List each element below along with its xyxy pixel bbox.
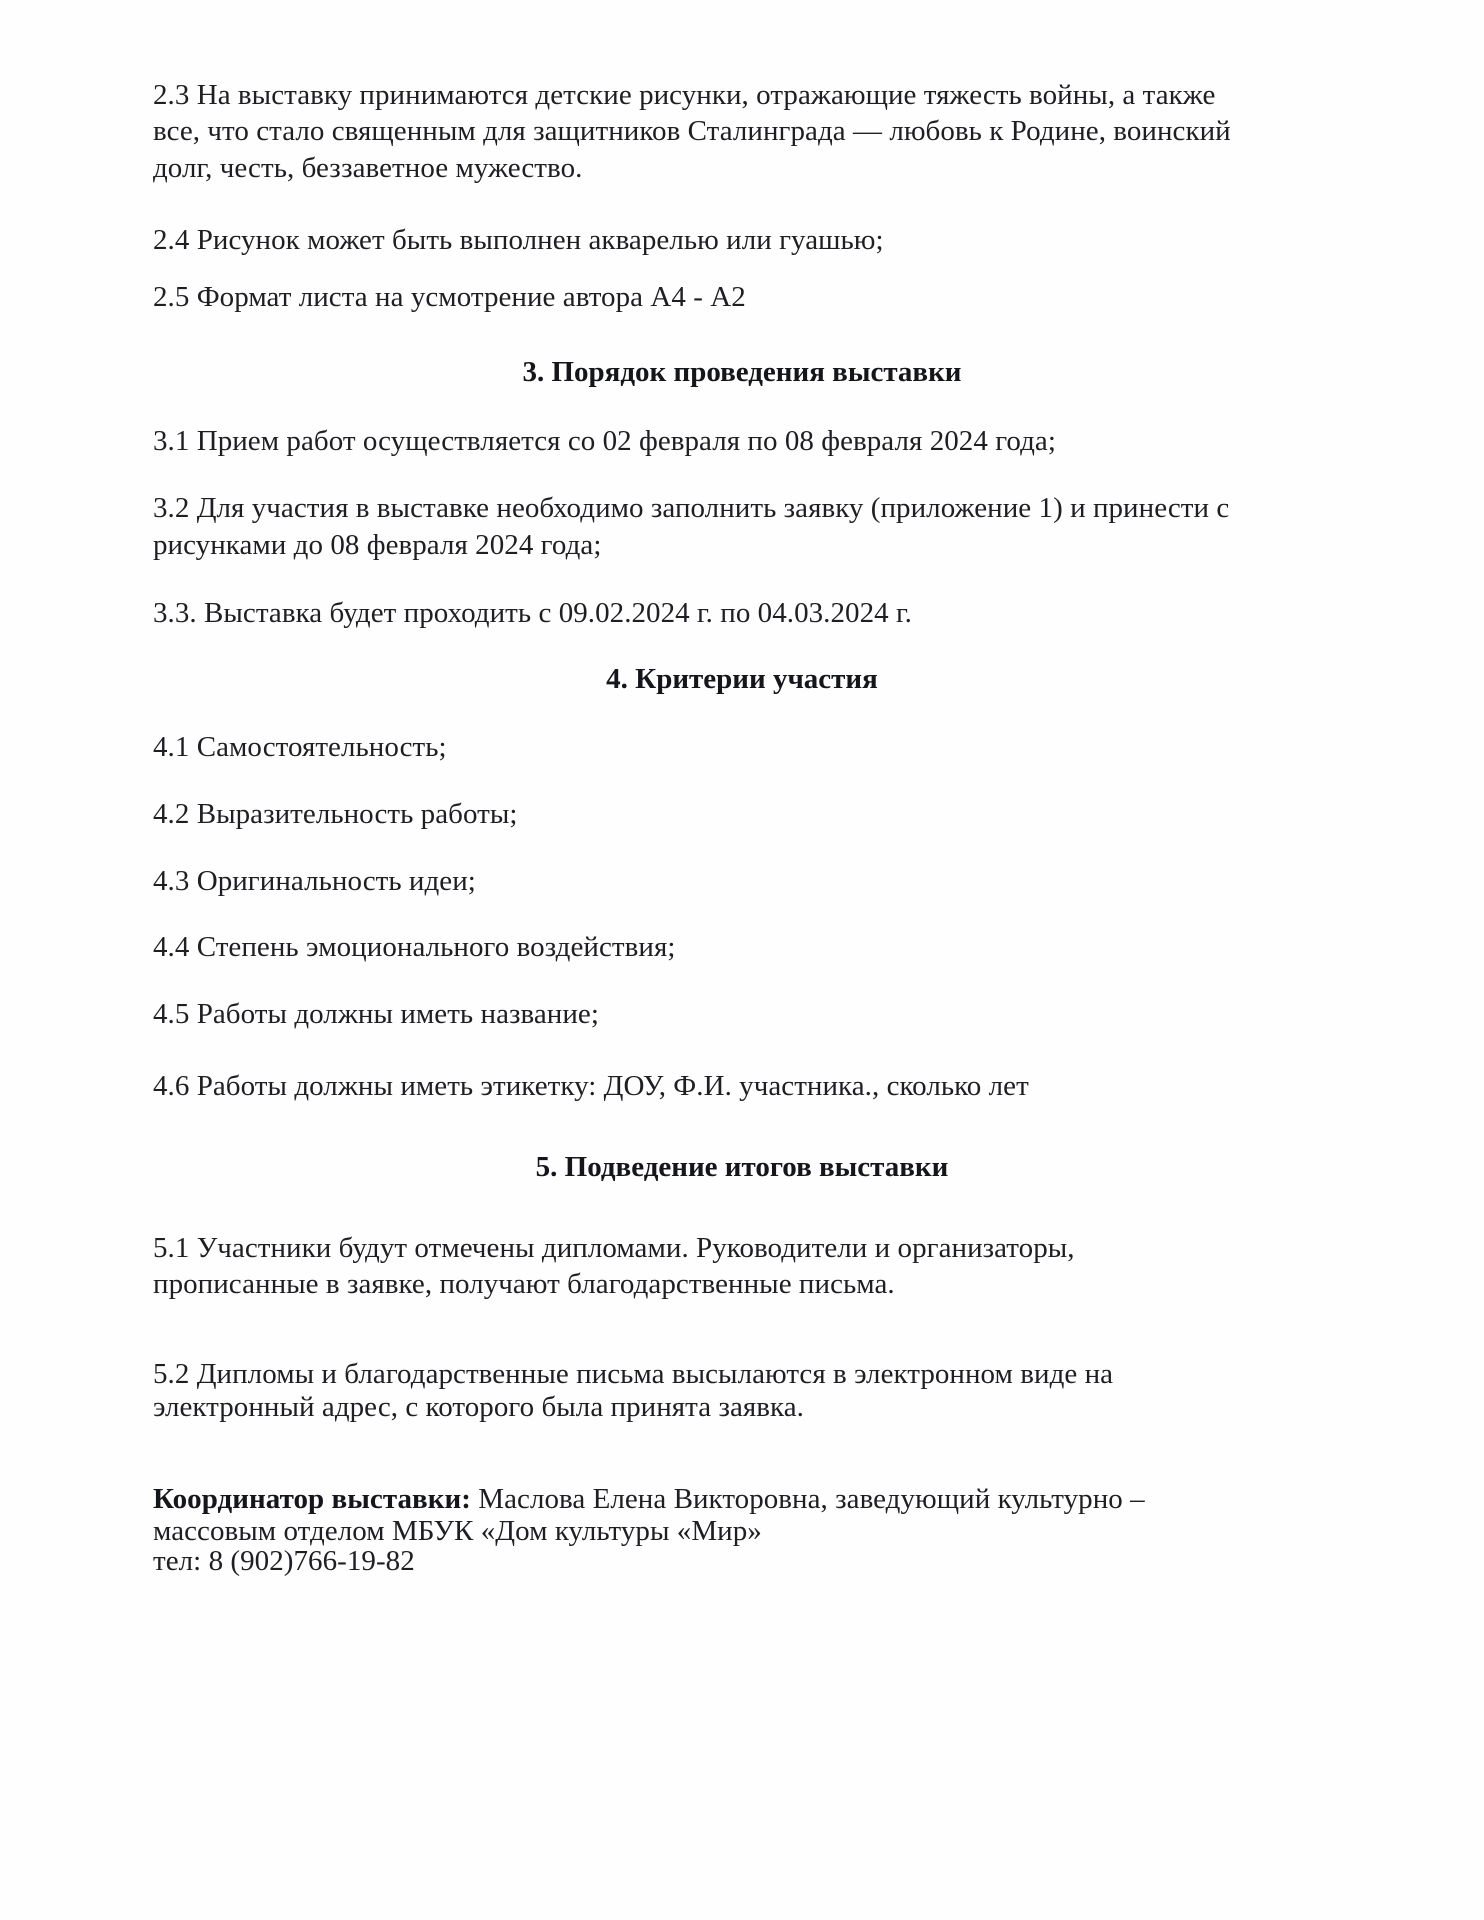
criteria-item-4-1: 4.1 Самостоятельность;: [153, 731, 447, 763]
coordinator-line-2: массовым отделом МБУК «Дом культуры «Мир»: [153, 1515, 762, 1547]
paragraph-5-1-line-2: прописанные в заявке, получают благодарственные письма.: [153, 1268, 895, 1300]
criteria-item-4-6: 4.6 Работы должны иметь этикетку: ДОУ, Ф.И. участника., сколько лет: [153, 1070, 1029, 1102]
paragraph-2-3-line-2: все, что стало священным для защитников Сталинграда — любовь к Родине, воинский: [153, 115, 1231, 147]
paragraph-2-4: 2.4 Рисунок может быть выполнен акварелью или гуашью;: [153, 224, 884, 256]
criteria-item-4-5: 4.5 Работы должны иметь название;: [153, 998, 599, 1030]
coordinator-line-1: [153, 1481, 1145, 1517]
paragraph-2-3-line-3: долг, честь, беззаветное мужество.: [153, 152, 583, 184]
paragraph-5-2-line-2: электронный адрес, с которого была принята заявка.: [153, 1391, 804, 1423]
coordinator-name: Маслова Елена Викторовна, заведующий культурно –: [470, 1483, 1145, 1515]
criteria-item-4-2: 4.2 Выразительность работы;: [153, 798, 518, 830]
paragraph-2-5: 2.5 Формат листа на усмотрение автора А4 - А2: [153, 281, 746, 313]
paragraph-3-1: 3.1 Прием работ осуществляется со 02 февраля по 08 февраля 2024 года;: [153, 425, 1056, 457]
criteria-item-4-3: 4.3 Оригинальность идеи;: [153, 865, 476, 897]
section-3-heading: 3. Порядок проведения выставки: [522, 356, 962, 388]
paragraph-3-3: 3.3. Выставка будет проходить с 09.02.2024 г. по 04.03.2024 г.: [153, 597, 912, 629]
paragraph-3-2-line-1: 3.2 Для участия в выставке необходимо заполнить заявку (приложение 1) и принести с: [153, 492, 1230, 524]
criteria-item-4-4: 4.4 Степень эмоционального воздействия;: [153, 931, 676, 963]
paragraph-5-2-line-1: 5.2 Дипломы и благодарственные письма высылаются в электронном виде на: [153, 1358, 1114, 1390]
coordinator-phone: тел: 8 (902)766-19-82: [153, 1545, 415, 1577]
section-5-heading: 5. Подведение итогов выставки: [535, 1151, 949, 1183]
section-4-heading: 4. Критерии участия: [606, 663, 878, 695]
paragraph-5-1-line-1: 5.1 Участники будут отмечены дипломами. Руководители и организаторы,: [153, 1232, 1075, 1264]
coordinator-label: Координатор выставки:: [153, 1483, 471, 1515]
paragraph-3-2-line-2: рисунками до 08 февраля 2024 года;: [153, 529, 602, 561]
paragraph-2-3-line-1: 2.3 На выставку принимаются детские рисунки, отражающие тяжесть войны, а также: [153, 79, 1216, 111]
